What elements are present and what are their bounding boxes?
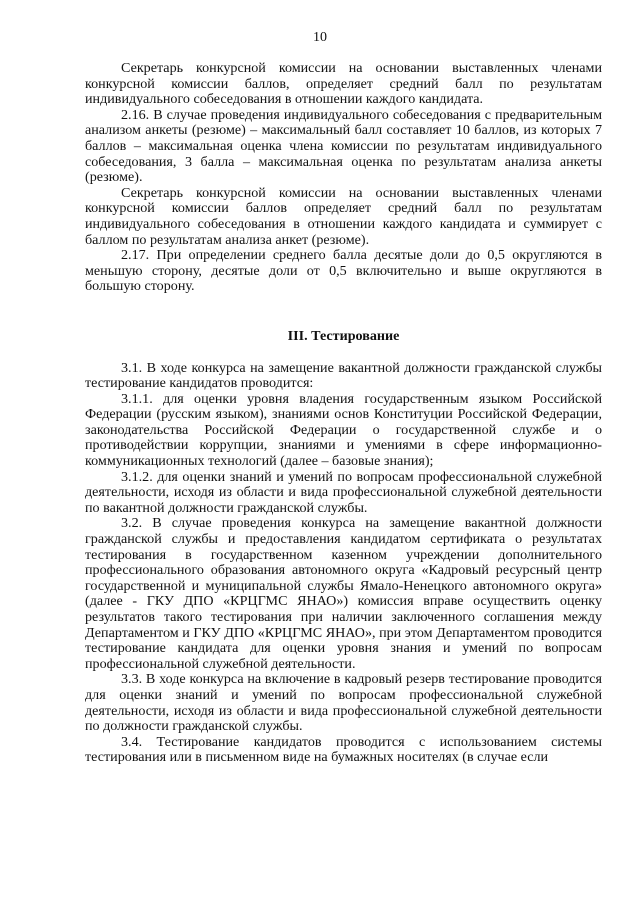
section-heading: III. Тестирование: [287, 327, 400, 344]
paragraph: 3.4. Тестирование кандидатов проводится с использованием системы тестирования или в письменном виде на бумажных носителях (в случае если: [85, 733, 602, 766]
paragraph: 2.17. При определении среднего балла десятые доли до 0,5 округляются в меньшую сторону, десятые доли от 0,5 включительно и выше округляются в большую сторону.: [85, 247, 602, 295]
paragraph: Секретарь конкурсной комиссии на основании выставленных членами конкурсной комиссии баллов определяет средний балл по результатам индивидуального собеседования в отношении каждого кандидата и суммирует с баллом по результатам анализа анкет (резюме).: [85, 184, 602, 248]
document-body: [85, 61, 602, 766]
page-number: 10: [313, 30, 327, 45]
paragraph: 2.16. В случае проведения индивидуального собеседования с предварительным анализом анкеты (резюме) – максимальный балл составляет 10 баллов, из которых 7 баллов – максимальная оценка члена комиссии по результатам индивидуального собеседования, 3 балла – максимальная оценка по результатам анализа анкеты (резюме).: [85, 106, 602, 186]
paragraph: 3.2. В случае проведения конкурса на замещение вакантной должности гражданской службы и предоставления кандидатом сертификата о результатах тестирования в государственном казенном учреждении дополнительного профессионального образования автономного округа «Кадровый ресурсный центр государственной и муниципальной службы Ямало-Ненецкого автономного округа» (далее - ГКУ ДПО «КРЦГМС ЯНАО») комиссия вправе осуществить оценку результатов такого тестирования при наличии заключенного соглашения между Департаментом и ГКУ ДПО «КРЦГМС ЯНАО», при этом Департаментом проводится тестирование кандидата для оценки уровня знания и умений по вопросам профессиональной служебной деятельности.: [85, 515, 602, 672]
paragraph: 3.3. В ходе конкурса на включение в кадровый резерв тестирование проводится для оценки знаний и умений по вопросам профессиональной служебной деятельности, исходя из области и вида профессиональной служебной деятельности по должности гражданской службы.: [85, 671, 602, 735]
paragraph: 3.1. В ходе конкурса на замещение вакантной должности гражданской службы тестирование кандидатов проводится:: [85, 359, 602, 392]
paragraph: 3.1.1. для оценки уровня владения государственным языком Российской Федерации (русским языком), знаниями основ Конституции Российской Федерации, законодательства Российской Федерации о государственной службе и о противодействии коррупции, знаниями и умениями в сфере информационно-коммуникационных технологий (далее – базовые знания);: [85, 390, 602, 470]
paragraph: 3.1.2. для оценки знаний и умений по вопросам профессиональной служебной деятельности, исходя из области и вида профессиональной служебной деятельности по вакантной должности гражданской службы.: [85, 468, 602, 516]
paragraph: Секретарь конкурсной комиссии на основании выставленных членами конкурсной комиссии баллов, определяет средний балл по результатам индивидуального собеседования в отношении каждого кандидата.: [85, 60, 602, 108]
